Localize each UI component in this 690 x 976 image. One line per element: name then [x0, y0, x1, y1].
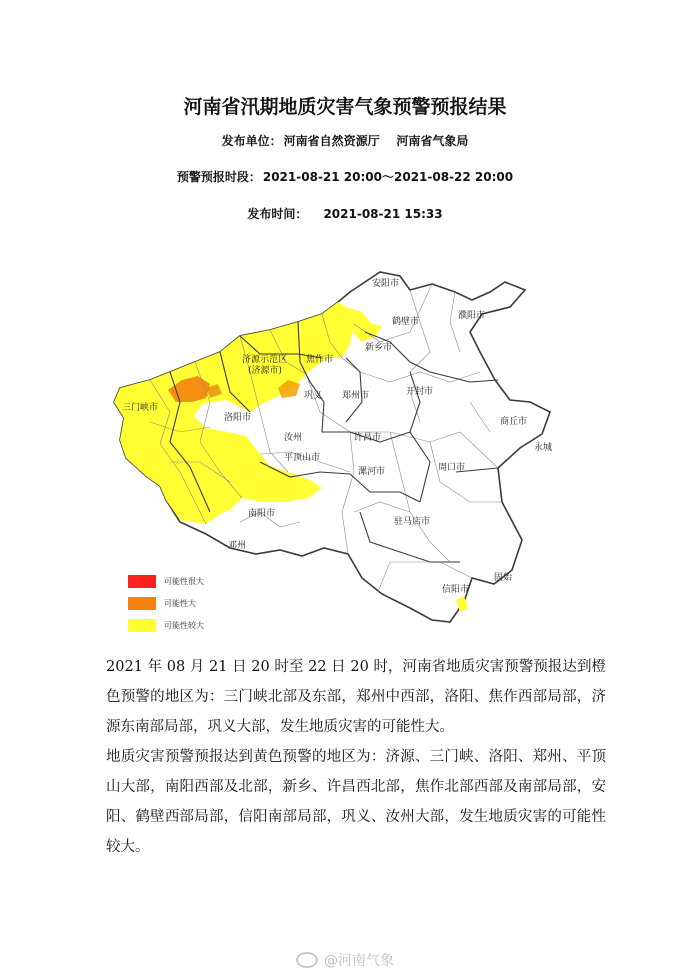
period-value: 2021-08-21 20:00～2021-08-22 20:00 — [262, 170, 514, 184]
legend-label: 可能性很大 — [164, 576, 204, 586]
forecast-description — [106, 652, 606, 862]
label-luoyang: 洛阳市 — [224, 413, 252, 423]
label-gushi: 固始 — [494, 573, 513, 583]
label-zhoukou: 周口市 — [438, 463, 466, 473]
legend-label: 可能性较大 — [164, 620, 204, 630]
label-jiaozuo: 焦作市 — [306, 355, 334, 365]
label-jiyuan-2: (济源市) — [248, 366, 283, 376]
label-nanyang: 南阳市 — [248, 509, 276, 519]
watermark-text: @河南气象 — [324, 953, 394, 969]
issued-line — [0, 205, 690, 222]
label-dengzhou: 邓州 — [228, 541, 247, 551]
label-zhengzhou: 郑州市 — [342, 391, 370, 401]
legend-item-very-high — [128, 570, 204, 592]
weibo-icon — [296, 952, 318, 968]
legend-item-relatively-high — [128, 614, 204, 636]
label-shangqiu: 商丘市 — [500, 417, 528, 427]
label-xinxiang: 新乡市 — [365, 343, 393, 353]
label-sanmenxia: 三门峡市 — [122, 403, 159, 413]
label-gongyi: 巩义 — [304, 391, 323, 401]
issued-label: 发布时间： — [247, 207, 308, 221]
period-label: 预警预报时段： — [176, 170, 261, 184]
label-yongcheng: 永城 — [534, 443, 553, 453]
label-kaifeng: 开封市 — [406, 387, 434, 397]
legend-swatch-red — [128, 575, 156, 588]
label-xuchang: 许昌市 — [354, 433, 382, 443]
label-ruzhou: 汝州 — [284, 433, 303, 443]
period-line — [0, 168, 690, 185]
label-hebi: 鹤壁市 — [392, 317, 420, 327]
legend-item-high — [128, 592, 204, 614]
issuer-value: 河南省自然资源厅 河南省气象局 — [283, 134, 469, 148]
weibo-watermark — [296, 950, 394, 970]
legend-swatch-yellow — [128, 619, 156, 632]
label-zhumadian: 驻马店市 — [394, 517, 431, 527]
map-legend — [128, 570, 204, 636]
page-title: 河南省汛期地质灾害气象预警预报结果 — [183, 96, 507, 118]
issuer-line — [0, 132, 690, 149]
label-puyang: 濮阳市 — [458, 311, 486, 321]
label-pingdingshan: 平顶山市 — [284, 453, 321, 463]
legend-swatch-orange — [128, 597, 156, 610]
issued-value: 2021-08-21 15:33 — [323, 207, 443, 221]
label-anyang: 安阳市 — [372, 279, 400, 289]
issuer-label: 发布单位： — [221, 134, 282, 148]
label-jiyuan-1: 济源示范区 — [242, 355, 288, 365]
yellow-warning-paragraph: 地质灾害预警预报达到黄色预警的地区为：济源、三门峡、洛阳、郑州、平顶山大部，南阳西部及北部，新乡、许昌西北部，焦作北部西部及南部局部，安阳、鹤壁西部局部，信阳南部局部，巩义、汝州大部，发生地质灾害的可能性较大。 — [106, 749, 606, 855]
label-xinyang: 信阳市 — [442, 585, 470, 595]
legend-label: 可能性大 — [164, 598, 196, 608]
label-luohe: 漯河市 — [358, 467, 386, 477]
orange-warning-paragraph: 2021 年 08 月 21 日 20 时至 22 日 20 时，河南省地质灾害预警预报达到橙色预警的地区为：三门峡北部及东部，郑州中西部，洛阳、焦作西部局部，济源东南部局部，巩义大部，发生地质灾害的可能性大。 — [106, 659, 606, 735]
